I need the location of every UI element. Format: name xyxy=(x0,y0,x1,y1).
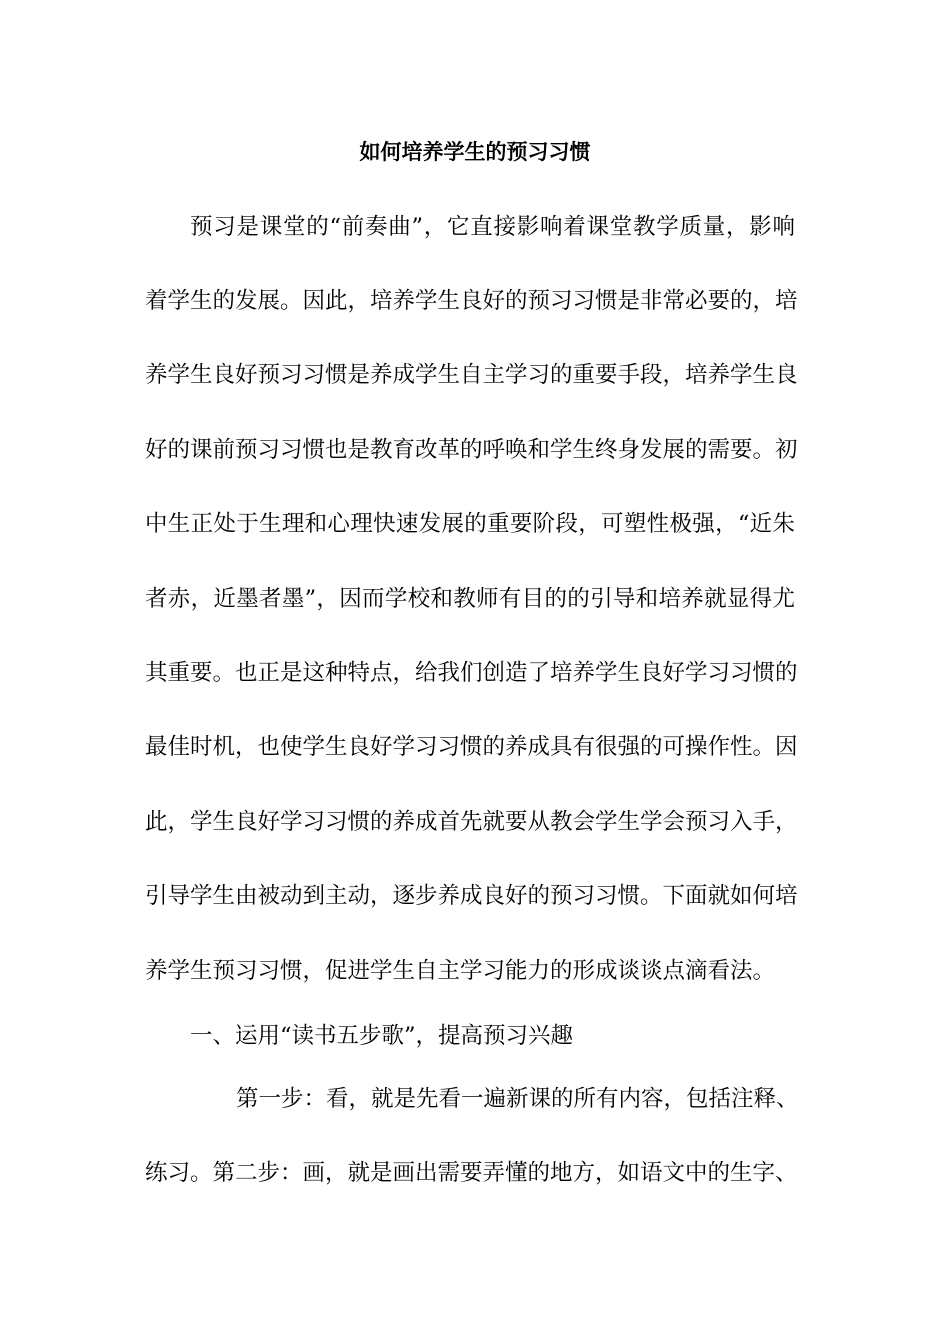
paragraph-line: 引导学生由被动到主动，逐步养成良好的预习习惯。下面就如何培 xyxy=(145,883,798,909)
document-title: 如何培养学生的预习习惯 xyxy=(359,139,591,164)
section-heading: 一、运用“读书五步歌”，提高预习兴趣 xyxy=(190,1023,574,1049)
paragraph-line: 养学生良好预习习惯是养成学生自主学习的重要手段，培养学生良 xyxy=(145,362,798,388)
paragraph-line: 预习是课堂的“前奏曲”，它直接影响着课堂教学质量，影响 xyxy=(190,214,795,240)
paragraph-line: 第一步：看，就是先看一遍新课的所有内容，包括注释、 xyxy=(236,1086,799,1112)
paragraph-line: 养学生预习习惯，促进学生自主学习能力的形成谈谈点滴看法。 xyxy=(145,958,776,984)
paragraph-line: 最佳时机，也使学生良好学习习惯的养成具有很强的可操作性。因 xyxy=(145,734,798,760)
paragraph-line: 此，学生良好学习习惯的养成首先就要从教会学生学会预习入手， xyxy=(145,809,798,835)
paragraph-line: 好的课前预习习惯也是教育改革的呼唤和学生终身发展的需要。初 xyxy=(145,437,798,463)
paragraph-line: 其重要。也正是这种特点，给我们创造了培养学生良好学习习惯的 xyxy=(145,660,798,686)
paragraph-line: 着学生的发展。因此，培养学生良好的预习习惯是非常必要的，培 xyxy=(145,288,798,314)
paragraph-line: 者赤，近墨者墨”，因而学校和教师有目的的引导和培养就显得尤 xyxy=(145,586,795,612)
paragraph-line: 练习。第二步：画，就是画出需要弄懂的地方，如语文中的生字、 xyxy=(145,1160,798,1186)
paragraph-line: 中生正处于生理和心理快速发展的重要阶段，可塑性极强，“近朱 xyxy=(145,511,795,537)
